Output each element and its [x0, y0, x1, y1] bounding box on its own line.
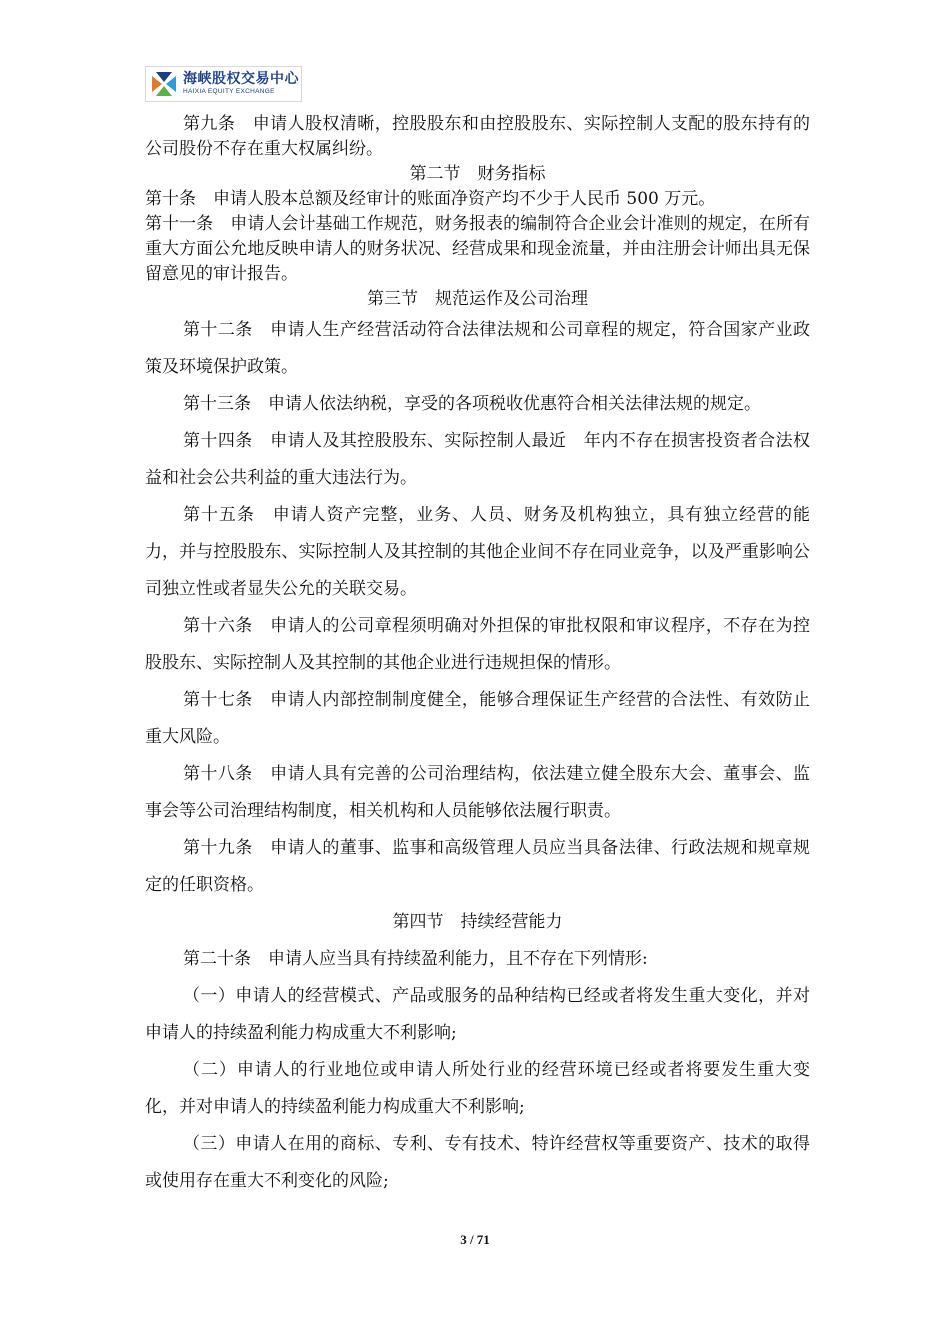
- article-15: 第十五条 申请人资产完整，业务、人员、财务及机构独立，具有独立经营的能力，并与控股股东、实际控制人及其控制的其他企业间不存在同业竞争，以及严重影响公司独立性或者显失公允的关联交易。: [145, 505, 810, 599]
- article-16: 第十六条 申请人的公司章程须明确对外担保的审批权限和审议程序，不存在为控股股东、实际控制人及其控制的其他企业进行违规担保的情形。: [145, 616, 810, 673]
- article-12: 第十二条 申请人生产经营活动符合法律法规和公司章程的规定，符合国家产业政策及环境保护政策。: [145, 320, 810, 377]
- article-14: 第十四条 申请人及其控股股东、实际控制人最近 年内不存在损害投资者合法权益和社会公共利益的重大违法行为。: [145, 431, 810, 488]
- section-4-heading: 第四节 持续经营能力: [392, 912, 563, 932]
- document-body: [145, 112, 810, 1200]
- article-19: 第十九条 申请人的董事、监事和高级管理人员应当具备法律、行政法规和规章规定的任职资格。: [145, 838, 810, 895]
- logo-name-en: HAIXIA EQUITY EXCHANGE: [183, 88, 275, 96]
- logo-name-cn: 海峡股权交易中心: [183, 71, 299, 88]
- section-3-heading: 第三节 规范运作及公司治理: [367, 289, 588, 309]
- exchange-logo-icon: [148, 68, 180, 100]
- article-9: 第九条 申请人股权清晰，控股股东和由控股股东、实际控制人支配的股东持有的公司股份不存在重大权属纠纷。: [145, 114, 810, 159]
- article-10: 第十条 申请人股本总额及经审计的账面净资产均不少于人民币 500 万元。: [145, 189, 716, 209]
- item-1: （一）申请人的经营模式、产品或服务的品种结构已经或者将发生重大变化，并对申请人的持续盈利能力构成重大不利影响;: [145, 986, 810, 1043]
- item-3: （三）申请人在用的商标、专利、专有技术、特许经营权等重要资产、技术的取得或使用存在重大不利变化的风险;: [145, 1134, 810, 1191]
- item-2: （二）申请人的行业地位或申请人所处行业的经营环境已经或者将要发生重大变化，并对申请人的持续盈利能力构成重大不利影响;: [145, 1060, 810, 1117]
- article-13: 第十三条 申请人依法纳税，享受的各项税收优惠符合相关法律法规的规定。: [183, 394, 761, 414]
- section-2-heading: 第二节 财务指标: [409, 164, 546, 184]
- article-20: 第二十条 申请人应当具有持续盈利能力，且不存在下列情形:: [183, 949, 648, 969]
- exchange-logo: [145, 66, 302, 102]
- article-11: 第十一条 申请人会计基础工作规范，财务报表的编制符合企业会计准则的规定，在所有重大方面公允地反映申请人的财务状况、经营成果和现金流量，并由注册会计师出具无保留意见的审计报告。: [145, 214, 810, 284]
- page-number: 3 / 71: [460, 1232, 490, 1247]
- article-17: 第十七条 申请人内部控制制度健全，能够合理保证生产经营的合法性、有效防止重大风险。: [145, 690, 810, 747]
- article-18: 第十八条 申请人具有完善的公司治理结构，依法建立健全股东大会、董事会、监事会等公司治理结构制度，相关机构和人员能够依法履行职责。: [145, 764, 810, 821]
